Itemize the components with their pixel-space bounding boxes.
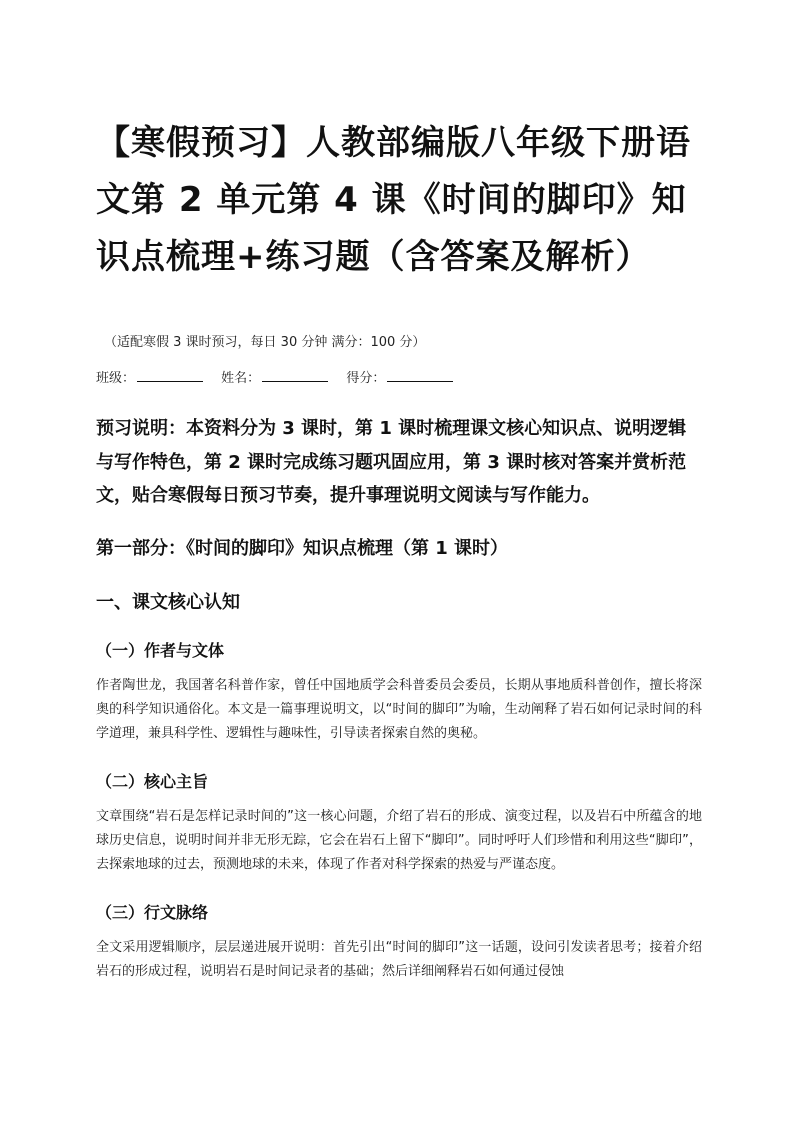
document-meta: （适配寒假 3 课时预习，每日 30 分钟 满分：100 分） [104, 335, 426, 350]
sub3-paragraph: 全文采用逻辑顺序，层层递进展开说明：首先引出“时间的脚印”这一话题，设问引发读者思考；接着介绍岩石的形成过程，说明岩石是时间记录者的基础；然后详细阐释岩石如何通过侵蚀 [96, 939, 702, 979]
document-title: 【寒假预习】人教部编版八年级下册语文第 2 单元第 4 课《时间的脚印》知识点梳理+练习题（含答案及解析） [96, 123, 691, 277]
student-info-fields [96, 368, 702, 388]
score-blank [387, 368, 453, 382]
sub2-paragraph: 文章围绕“岩石是怎样记录时间的”这一核心问题，介绍了岩石的形成、演变过程，以及岩石中所蕴含的地球历史信息，说明时间并非无形无踪，它会在岩石上留下“脚印”。同时呼吁人们珍惜和利用这些“脚印”，去探索地球的过去，预测地球的未来，体现了作者对科学探索的热爱与严谨态度。 [96, 808, 702, 872]
class-blank [137, 368, 203, 382]
name-blank [262, 368, 328, 382]
sub2-heading: （二）核心主旨 [96, 771, 209, 791]
sub1-paragraph: 作者陶世龙，我国著名科普作家，曾任中国地质学会科普委员会委员，长期从事地质科普创作，擅长将深奥的科学知识通俗化。本文是一篇事理说明文，以“时间的脚印”为喻，生动阐释了岩石如何记录时间的科学道理，兼具科学性、逻辑性与趣味性，引导读者探索自然的奥秘。 [96, 677, 702, 741]
sub3-heading: （三）行文脉络 [96, 902, 209, 922]
section1-heading: 一、课文核心认知 [96, 591, 240, 613]
name-label: 姓名： [221, 371, 261, 386]
part1-heading: 第一部分：《时间的脚印》知识点梳理（第 1 课时） [96, 537, 509, 559]
sub1-heading: （一）作者与文体 [96, 640, 225, 660]
class-label: 班级： [96, 371, 136, 386]
score-label: 得分： [346, 371, 386, 386]
preview-intro: 预习说明：本资料分为 3 课时，第 1 课时梳理课文核心知识点、说明逻辑与写作特色，第 2 课时完成练习题巩固应用，第 3 课时核对答案并赏析范文，贴合寒假每日预习节奏，提升事理说明文阅读与写作能力。 [96, 418, 687, 506]
